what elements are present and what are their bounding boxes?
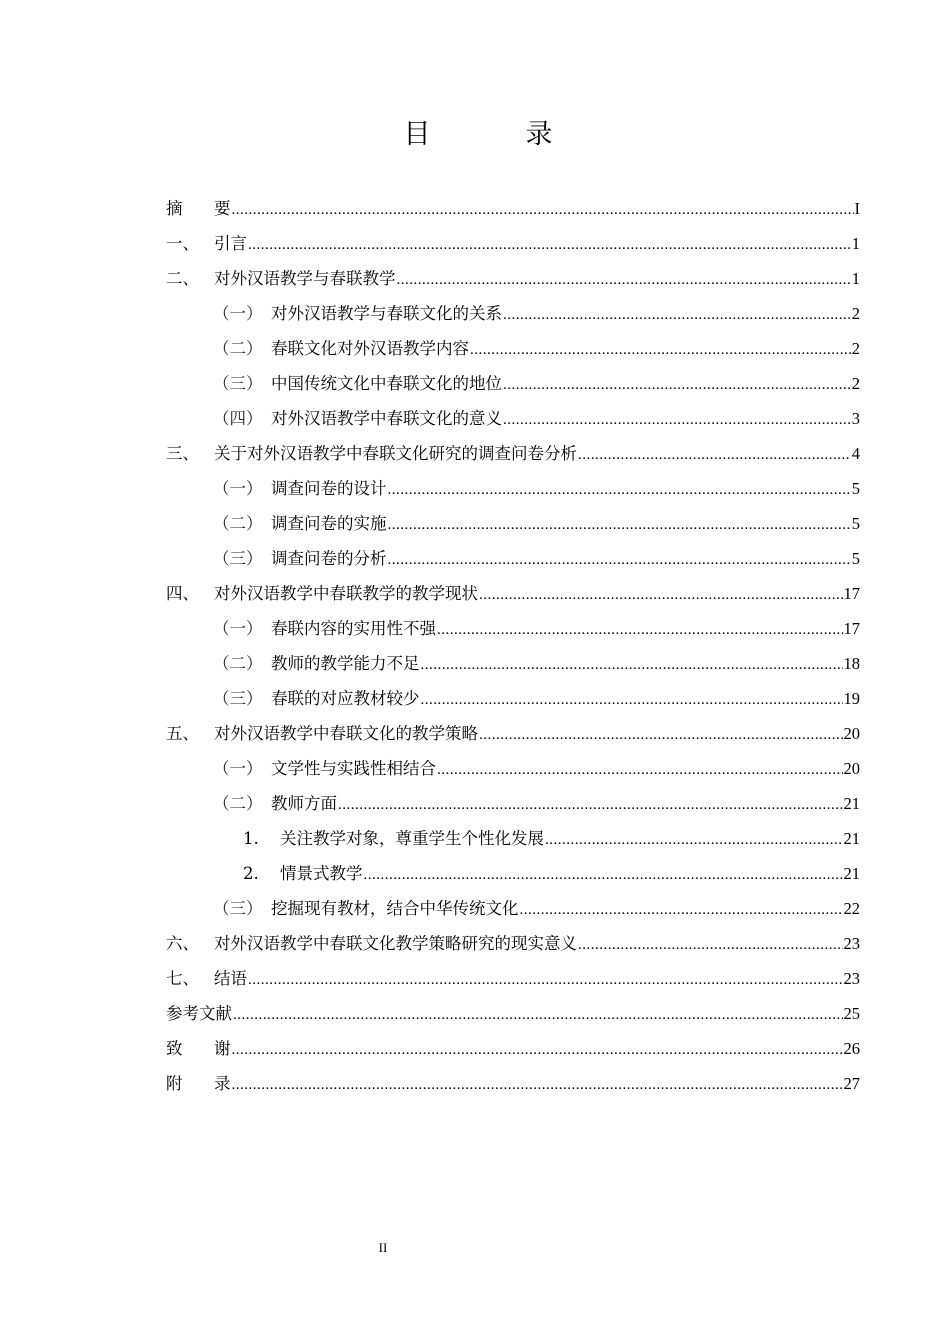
toc-entry-number: 摘 <box>166 199 183 218</box>
toc-entry[interactable] <box>166 611 860 646</box>
toc-entry[interactable] <box>166 541 860 576</box>
toc-entry[interactable] <box>166 331 860 366</box>
dot-leader <box>232 1033 843 1068</box>
toc-entry-number: （三） <box>213 899 263 918</box>
dot-leader <box>397 263 851 298</box>
dot-leader <box>503 403 851 438</box>
dot-leader <box>232 1068 843 1103</box>
toc-entry-title: 引言 <box>214 234 247 253</box>
toc-entry-title: 挖掘现有教材，结合中华传统文化 <box>271 899 519 918</box>
toc-entry-page: 4 <box>851 444 860 463</box>
toc-entry-number: （三） <box>213 374 263 393</box>
dot-leader <box>388 508 851 543</box>
dot-leader <box>503 298 851 333</box>
toc-entry-number: 2. <box>243 864 259 883</box>
toc-entry-number: （一） <box>213 759 263 778</box>
toc-entry-number: （一） <box>213 619 263 638</box>
dot-leader <box>520 893 843 928</box>
toc-entry-title: 谢 <box>214 1039 231 1058</box>
toc-entry-page: 3 <box>851 409 860 428</box>
toc-entry-number: 三、 <box>166 444 199 463</box>
toc-entry-number: （四） <box>213 409 263 428</box>
dot-leader <box>470 333 851 368</box>
toc-entry-number: （二） <box>213 794 263 813</box>
toc-entry-title: 对外汉语教学中春联文化的教学策略 <box>214 724 478 743</box>
toc-entry-number: 四、 <box>166 584 199 603</box>
toc-entry[interactable] <box>166 471 860 506</box>
toc-entry[interactable] <box>166 716 860 751</box>
toc-entry-page: 17 <box>843 619 860 638</box>
toc-entry-page: 27 <box>843 1074 860 1093</box>
toc-entry[interactable] <box>166 436 860 471</box>
toc-entry[interactable] <box>166 786 860 821</box>
toc-entry-number: （三） <box>213 689 263 708</box>
toc-entry-number: 六、 <box>166 934 199 953</box>
toc-entry[interactable] <box>166 681 860 716</box>
toc-entry-title: 要 <box>214 199 231 218</box>
dot-leader <box>578 928 843 963</box>
toc-entry-title: 教师方面 <box>271 794 337 813</box>
toc-entry-title: 教师的教学能力不足 <box>271 654 420 673</box>
dot-leader <box>545 823 843 858</box>
dot-leader <box>421 648 843 683</box>
toc-entry-number: 附 <box>166 1074 183 1093</box>
dot-leader <box>232 193 854 228</box>
toc-entry-number: （三） <box>213 549 263 568</box>
toc-entry-page: 18 <box>843 654 860 673</box>
page-number-footer: II <box>378 1240 388 1255</box>
dot-leader <box>364 858 843 893</box>
toc-entry-number: 一、 <box>166 234 199 253</box>
toc-entry-page: 2 <box>851 339 860 358</box>
dot-leader <box>437 613 843 648</box>
toc-entry-number: 五、 <box>166 724 199 743</box>
toc-entry-number: （二） <box>213 654 263 673</box>
toc-entry-number: （二） <box>213 514 263 533</box>
toc-entry-page: 21 <box>843 864 860 883</box>
toc-entry-title: 中国传统文化中春联文化的地位 <box>271 374 502 393</box>
toc-entry-title: 文学性与实践性相结合 <box>271 759 436 778</box>
toc-entry[interactable] <box>166 261 860 296</box>
toc-entry-page: 20 <box>843 724 860 743</box>
toc-entry-title: 结语 <box>214 969 247 988</box>
toc-entry[interactable] <box>166 646 860 681</box>
toc-entry[interactable] <box>166 226 860 261</box>
toc-entry-page: 21 <box>843 829 860 848</box>
toc-entry[interactable] <box>166 996 860 1031</box>
toc-entry-title: 调查问卷的分析 <box>271 549 387 568</box>
dot-leader <box>479 718 843 753</box>
dot-leader <box>388 543 851 578</box>
toc-entry[interactable] <box>166 926 860 961</box>
toc-entry-title: 对外汉语教学中春联文化的意义 <box>271 409 502 428</box>
toc-entry[interactable] <box>166 576 860 611</box>
toc-entry[interactable] <box>166 506 860 541</box>
toc-entry-title: 调查问卷的设计 <box>271 479 387 498</box>
dot-leader <box>578 438 851 473</box>
toc-entry-title: 参考文献 <box>166 1004 232 1023</box>
toc-entry[interactable] <box>166 401 860 436</box>
toc-entry-number: （二） <box>213 339 263 358</box>
toc-entry[interactable] <box>166 891 860 926</box>
toc-entry-page: I <box>854 199 860 218</box>
toc-entry-page: 21 <box>843 794 860 813</box>
toc-entry-page: 5 <box>851 514 860 533</box>
table-of-contents <box>166 191 860 1101</box>
toc-entry[interactable] <box>166 856 860 891</box>
toc-entry-title: 对外汉语教学中春联文化教学策略研究的现实意义 <box>214 934 577 953</box>
toc-entry-title: 录 <box>214 1074 231 1093</box>
toc-entry-title: 关注教学对象，尊重学生个性化发展 <box>280 829 544 848</box>
toc-entry-number: 二、 <box>166 269 199 288</box>
toc-entry[interactable] <box>166 751 860 786</box>
toc-entry-title: 对外汉语教学与春联文化的关系 <box>271 304 502 323</box>
toc-entry-page: 1 <box>851 269 860 288</box>
toc-entry[interactable] <box>166 191 860 226</box>
dot-leader <box>248 228 851 263</box>
toc-entry-page: 2 <box>851 374 860 393</box>
toc-entry[interactable] <box>166 296 860 331</box>
toc-entry-title: 调查问卷的实施 <box>271 514 387 533</box>
toc-entry-number: 七、 <box>166 969 199 988</box>
toc-entry-page: 23 <box>843 969 860 988</box>
dot-leader <box>338 788 843 823</box>
toc-entry-page: 23 <box>843 934 860 953</box>
toc-entry-title: 春联内容的实用性不强 <box>271 619 436 638</box>
dot-leader <box>437 753 843 788</box>
toc-entry-number: （一） <box>213 479 263 498</box>
toc-entry-number: 1. <box>243 829 259 848</box>
toc-entry-page: 17 <box>843 584 860 603</box>
toc-entry-title: 春联的对应教材较少 <box>271 689 420 708</box>
dot-leader <box>388 473 851 508</box>
toc-entry-page: 2 <box>851 304 860 323</box>
toc-entry-title: 关于对外汉语教学中春联文化研究的调查问卷分析 <box>214 444 577 463</box>
toc-entry-page: 22 <box>843 899 860 918</box>
toc-entry-page: 20 <box>843 759 860 778</box>
toc-entry-number: （一） <box>213 304 263 323</box>
toc-entry-page: 5 <box>851 549 860 568</box>
toc-entry-page: 26 <box>843 1039 860 1058</box>
toc-entry[interactable] <box>166 961 860 996</box>
dot-leader <box>479 578 843 613</box>
toc-entry-page: 5 <box>851 479 860 498</box>
toc-entry-title: 对外汉语教学与春联教学 <box>214 269 396 288</box>
toc-entry-title: 情景式教学 <box>280 864 363 883</box>
toc-entry[interactable] <box>166 1031 860 1066</box>
dot-leader <box>503 368 851 403</box>
dot-leader <box>421 683 843 718</box>
toc-entry-title: 春联文化对外汉语教学内容 <box>271 339 469 358</box>
toc-entry-page: 25 <box>843 1004 860 1023</box>
dot-leader <box>233 998 843 1033</box>
toc-entry[interactable] <box>166 366 860 401</box>
toc-title: 目 录 <box>403 119 587 150</box>
toc-entry[interactable] <box>166 1066 860 1101</box>
toc-entry-number: 致 <box>166 1039 183 1058</box>
dot-leader <box>248 963 843 998</box>
toc-entry-page: 1 <box>851 234 860 253</box>
toc-entry-page: 19 <box>843 689 860 708</box>
toc-entry[interactable] <box>166 821 860 856</box>
toc-entry-title: 对外汉语教学中春联教学的教学现状 <box>214 584 478 603</box>
